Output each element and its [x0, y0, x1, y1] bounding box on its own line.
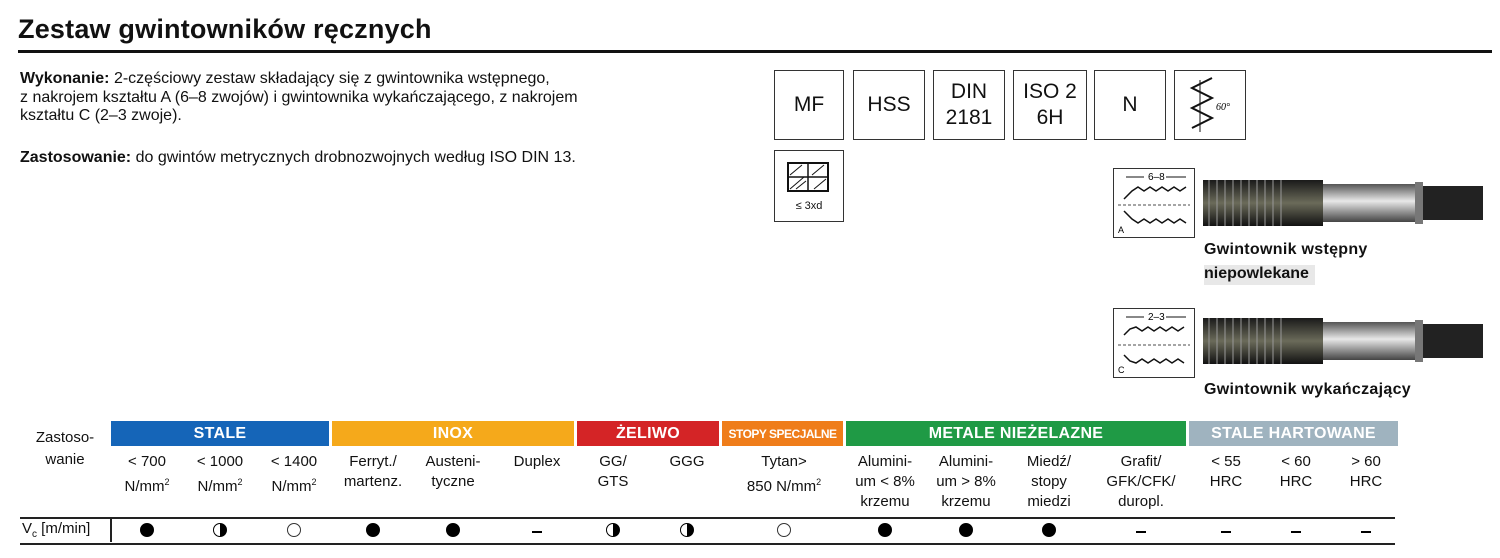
material-header-line: Austeni- — [425, 453, 481, 470]
material-header-line: HRC — [1209, 473, 1243, 490]
group-zeliwo-label: ŻELIWO — [615, 424, 680, 442]
material-header-line: stopy — [1031, 473, 1067, 490]
material-column-header — [578, 452, 648, 492]
application-row-label-line-1: Zastoso- — [35, 429, 95, 446]
suitability-mark-dash — [1361, 531, 1371, 533]
vc-unit: [m/min] — [37, 520, 91, 537]
suitability-mark-half — [213, 523, 227, 537]
material-header-line: > 60 — [1351, 453, 1381, 470]
material-header-line: GTS — [597, 473, 629, 490]
material-header-line: Alumini- — [857, 453, 913, 470]
material-column-header — [926, 452, 1006, 512]
material-header-line: N/mm — [124, 478, 165, 495]
suitability-mark-dash — [1221, 531, 1231, 533]
material-header-line: tyczne — [431, 473, 475, 490]
tap-c-profile-icon — [1114, 309, 1194, 377]
execution-label: Wykonanie: — [20, 70, 110, 87]
suitability-mark-dash — [1136, 531, 1146, 533]
group-inox-label: INOX — [432, 424, 474, 442]
vc-row-top-line — [20, 517, 1395, 519]
material-header-line: HRC — [1349, 473, 1383, 490]
spec-box-hss — [853, 70, 925, 140]
suitability-mark-empty — [287, 523, 301, 537]
material-header-line: < 700 — [128, 453, 166, 470]
group-stopy-label: STOPY SPECJALNE — [728, 426, 837, 441]
material-header-line: 850 N/mm — [746, 478, 817, 495]
spec-hss-text: HSS — [867, 93, 911, 116]
material-header-line: Miedź/ — [1026, 453, 1072, 470]
material-header-line: miedzi — [1027, 493, 1071, 510]
material-header-line: Grafit/ — [1120, 453, 1162, 470]
application-paragraph — [20, 149, 740, 168]
suitability-mark-full — [1042, 523, 1056, 537]
material-header-line: Duplex — [513, 453, 561, 470]
suitability-mark-half — [606, 523, 620, 537]
unit-superscript: 2 — [164, 477, 170, 487]
execution-paragraph — [20, 70, 740, 126]
spec-box-mf — [774, 70, 844, 140]
tap-a-coating: niepowlekane — [1204, 265, 1315, 285]
application-row-label — [22, 427, 108, 471]
material-column-header — [1333, 452, 1399, 492]
tap-a-name: Gwintownik wstępny — [1204, 241, 1368, 258]
material-header-line: HRC — [1279, 473, 1313, 490]
material-header-line: < 1400 — [270, 453, 318, 470]
vc-symbol: V — [22, 520, 33, 537]
material-header-line: Tytan> — [761, 453, 807, 470]
group-metale-label: METALE NIEŻELAZNE — [928, 424, 1104, 442]
material-column-header — [1009, 452, 1089, 512]
material-header-line: Ferryt./ — [349, 453, 397, 470]
tap-a-diagram — [1113, 168, 1195, 238]
page-title: Zestaw gwintowników ręcznych — [18, 14, 432, 44]
tap-a-profile-icon — [1114, 169, 1194, 237]
execution-line-3: kształtu C (2–3 zwoje). — [20, 107, 182, 124]
tap-c-name: Gwintownik wykańczający — [1204, 381, 1411, 398]
vc-row-separator — [110, 518, 112, 542]
tap-c-diagram — [1113, 308, 1195, 378]
blind-hole-icon — [784, 159, 834, 199]
material-header-line: GGG — [669, 453, 705, 470]
material-column-header — [334, 452, 412, 492]
spec-box-iso — [1013, 70, 1087, 140]
spec-iso-line-1: ISO 2 — [1023, 80, 1077, 103]
material-column-header — [1263, 452, 1329, 492]
material-header-line: < 55 — [1211, 453, 1241, 470]
material-header-line: N/mm — [197, 478, 238, 495]
material-column-header — [414, 452, 492, 492]
tap-c-photo — [1203, 312, 1493, 372]
material-header-line: N/mm — [271, 478, 312, 495]
material-column-header — [111, 452, 183, 497]
thread-angle-label: 60° — [1216, 102, 1230, 113]
suitability-mark-full — [878, 523, 892, 537]
suitability-mark-dash — [532, 531, 542, 533]
suitability-mark-half — [680, 523, 694, 537]
material-header-line: krzemu — [860, 493, 910, 510]
material-header-line: < 60 — [1281, 453, 1311, 470]
material-header-line: duropl. — [1118, 493, 1164, 510]
execution-line-2: z nakrojem kształtu A (6–8 zwojów) i gwintownika wykańczającego, z nakrojem — [20, 88, 578, 106]
tap-a-form-label: A — [1118, 225, 1125, 235]
material-header-line: Alumini- — [938, 453, 994, 470]
suitability-mark-full — [959, 523, 973, 537]
spec-mf-text: MF — [793, 93, 825, 116]
application-label: Zastosowanie: — [20, 149, 132, 166]
material-header-line: krzemu — [941, 493, 991, 510]
group-band-stopy — [722, 421, 843, 446]
unit-superscript: 2 — [237, 477, 243, 487]
tap-a-photo — [1203, 174, 1493, 234]
vc-subscript: c — [32, 529, 38, 540]
title-divider — [18, 50, 1492, 53]
group-hartowane-label: STALE HARTOWANE — [1211, 424, 1376, 442]
application-row-label-line-2: wanie — [45, 451, 85, 468]
material-column-header — [184, 452, 256, 497]
material-header-line: um < 8% — [855, 473, 915, 490]
material-header-line: GFK/CFK/ — [1106, 473, 1176, 490]
spec-box-n — [1094, 70, 1166, 140]
group-band-inox — [332, 421, 574, 446]
tap-c-form-label: C — [1118, 365, 1125, 375]
suitability-mark-full — [446, 523, 460, 537]
material-header-line: GG/ — [599, 453, 627, 470]
material-header-line: martenz. — [343, 473, 403, 490]
material-column-header — [1193, 452, 1259, 492]
vc-row-label — [22, 520, 90, 540]
suitability-mark-full — [140, 523, 154, 537]
spec-n-text: N — [1122, 93, 1138, 116]
suitability-mark-full — [366, 523, 380, 537]
spec-box-din — [933, 70, 1005, 140]
group-band-hartowane — [1189, 421, 1398, 446]
material-column-header — [258, 452, 330, 497]
material-column-header — [652, 452, 722, 472]
spec-depth-text: ≤ 3xd — [795, 200, 823, 212]
material-column-header — [728, 452, 840, 497]
material-column-header — [502, 452, 572, 472]
spec-box-depth — [774, 150, 844, 222]
application-text: do gwintów metrycznych drobnozwojnych według ISO DIN 13. — [135, 149, 576, 166]
unit-superscript: 2 — [816, 477, 822, 487]
spec-box-thread-angle — [1174, 70, 1246, 140]
execution-line-1: 2-częściowy zestaw składający się z gwintownika wstępnego, — [113, 70, 550, 87]
spec-iso-line-2: 6H — [1036, 106, 1064, 129]
material-column-header — [845, 452, 925, 512]
tap-c-pitch-label: 2–3 — [1148, 312, 1165, 323]
material-column-header — [1093, 452, 1189, 512]
group-band-stale — [111, 421, 329, 446]
suitability-mark-dash — [1291, 531, 1301, 533]
material-header-line: < 1000 — [196, 453, 244, 470]
vc-row-bottom-line — [20, 543, 1395, 545]
group-band-zeliwo — [577, 421, 719, 446]
tap-a-pitch-label: 6–8 — [1148, 172, 1165, 183]
unit-superscript: 2 — [311, 477, 317, 487]
spec-din-line-2: 2181 — [945, 106, 993, 129]
material-header-line: um > 8% — [936, 473, 996, 490]
group-band-metale — [846, 421, 1186, 446]
group-stale-label: STALE — [193, 424, 247, 442]
thread-angle-icon — [1178, 74, 1242, 136]
spec-din-line-1: DIN — [950, 80, 988, 103]
suitability-mark-empty — [777, 523, 791, 537]
